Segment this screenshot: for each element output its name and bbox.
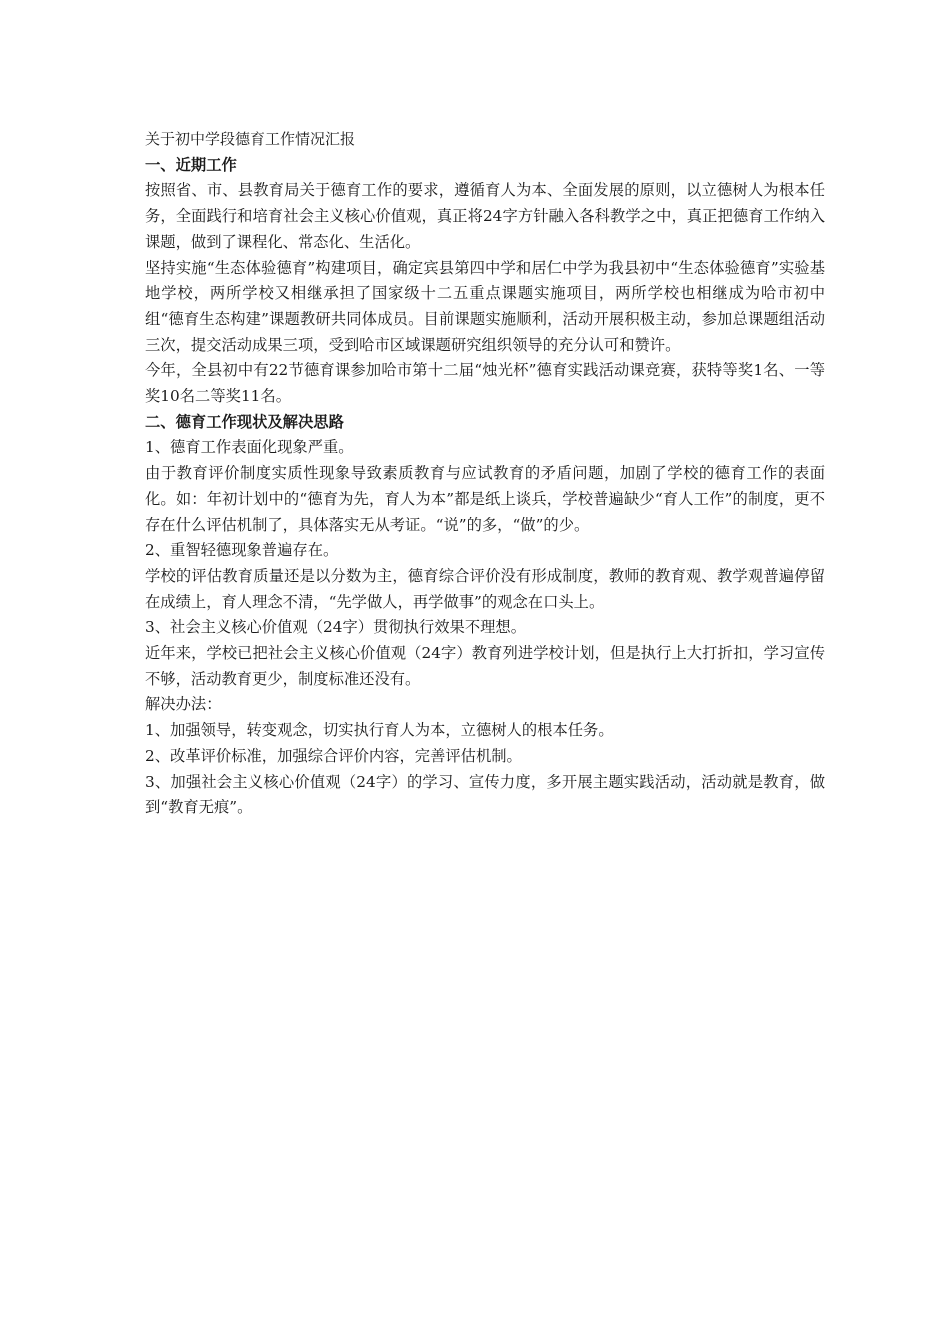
section-heading-status-and-solutions: 二、德育工作现状及解决思路 (145, 412, 344, 431)
document-page (145, 127, 825, 821)
list-item: 3、加强社会主义核心价值观（24字）的学习、宣传力度，多开展主题实践活动，活动就是教育，做到“教育无痕”。 (145, 772, 825, 817)
paragraph: 按照省、市、县教育局关于德育工作的要求，遵循育人为本、全面发展的原则，以立德树人为根本任务，全面践行和培育社会主义核心价值观，真正将24字方针融入各科教学之中，真正把德育工作纳入课题，做到了课程化、常态化、生活化。 (145, 181, 825, 251)
paragraph: 近年来，学校已把社会主义核心价值观（24字）教育列进学校计划，但是执行上大打折扣，学习宣传不够，活动教育更少，制度标准还没有。 (145, 644, 825, 688)
paragraph: 今年，全县初中有22节德育课参加哈市第十二届“烛光杯”德育实践活动课竞赛，获特等奖1名、一等奖10名二等奖11名。 (145, 361, 825, 406)
solutions-label: 解决办法： (145, 695, 222, 714)
list-item: 3、社会主义核心价值观（24字）贯彻执行效果不理想。 (145, 618, 527, 637)
paragraph: 坚持实施“生态体验德育”构建项目，确定宾县第四中学和居仁中学为我县初中“生态体验德育”实验基地学校，两所学校又相继承担了国家级十二五重点课题实施项目，两所学校也相继成为哈市初中组“德育生态构建”课题教研共同体成员。目前课题实施顺利，活动开展积极主动，参加总课题组活动三次，提交活动成果三项，受到哈市区域课题研究组织领导的充分认可和赞许。 (145, 258, 825, 354)
document-title: 关于初中学段德育工作情况汇报 (145, 130, 356, 148)
section-heading-recent-work: 一、近期工作 (145, 155, 237, 174)
list-item: 2、改革评价标准，加强综合评价内容，完善评估机制。 (145, 746, 522, 765)
list-item: 2、重智轻德现象普遍存在。 (145, 541, 339, 560)
list-item: 1、加强领导，转变观念，切实执行育人为本，立德树人的根本任务。 (145, 721, 614, 740)
paragraph: 学校的评估教育质量还是以分数为主，德育综合评价没有形成制度，教师的教育观、教学观普遍停留在成绩上，育人理念不清，“先学做人，再学做事”的观念在口头上。 (145, 566, 825, 611)
list-item: 1、德育工作表面化现象严重。 (145, 438, 354, 457)
paragraph: 由于教育评价制度实质性现象导致素质教育与应试教育的矛盾问题，加剧了学校的德育工作的表面化。如：年初计划中的“德育为先，育人为本”都是纸上谈兵，学校普遍缺少“育人工作”的制度，更不存在什么评估机制了，具体落实无从考证。“说”的多，“做”的少。 (145, 464, 825, 534)
